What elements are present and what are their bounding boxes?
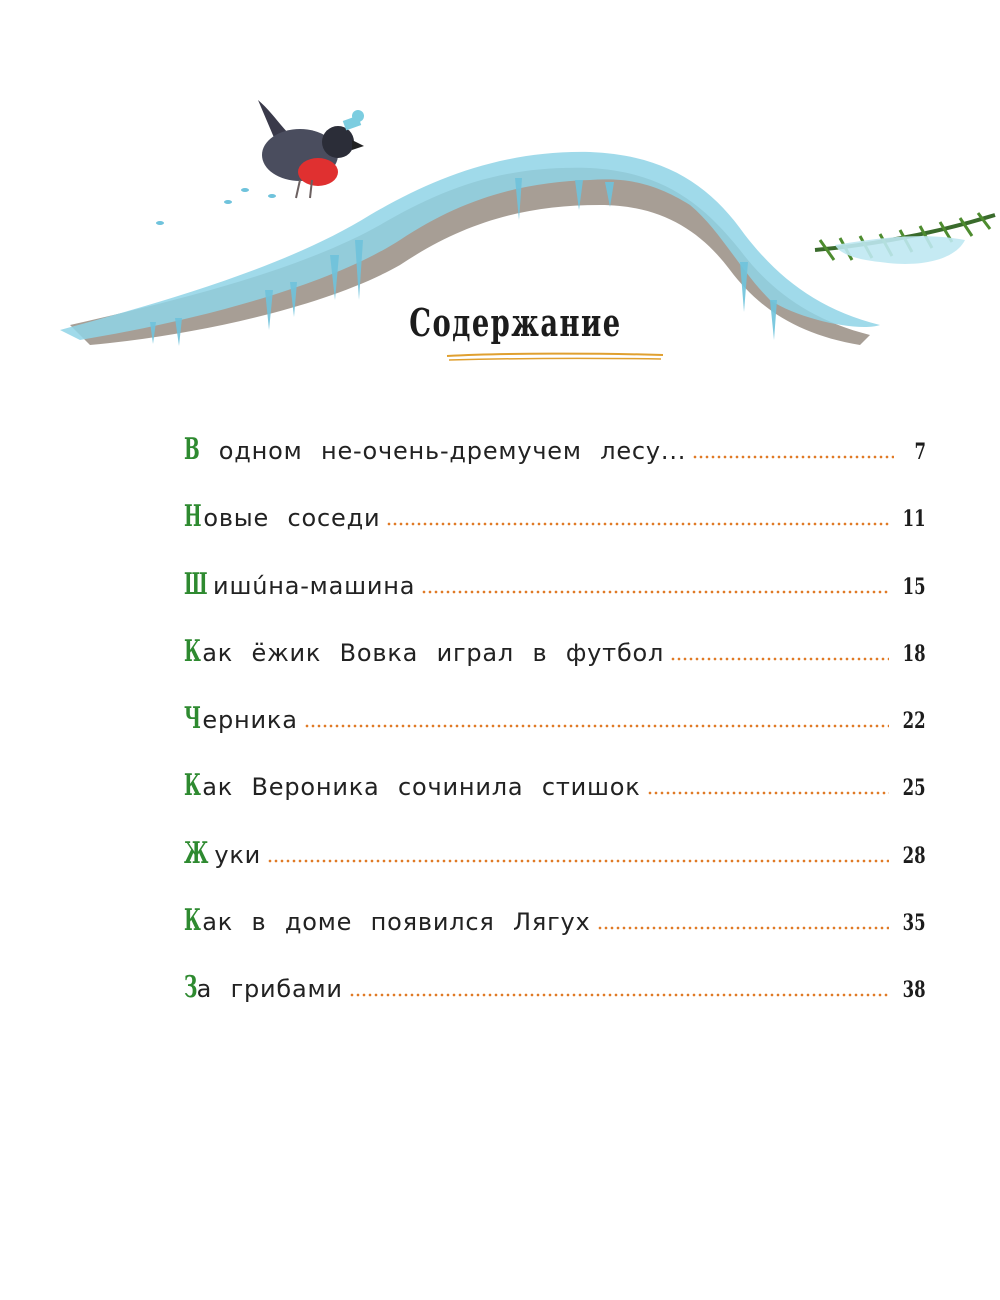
entry-title-rest: овые соседи xyxy=(203,504,381,533)
entry-title-rest: уки xyxy=(214,840,262,869)
entry-title xyxy=(184,768,641,803)
toc-entry[interactable] xyxy=(184,634,926,701)
initial-letter: К xyxy=(184,633,201,669)
entry-title-rest: ак Вероника сочинила стишок xyxy=(202,773,641,802)
entry-title xyxy=(184,903,591,938)
toc-entry[interactable] xyxy=(184,768,926,835)
initial-letter: Ч xyxy=(184,701,201,737)
initial-letter: Ш xyxy=(184,566,208,602)
page-number: 15 xyxy=(903,573,926,600)
entry-title xyxy=(184,701,298,736)
footprints xyxy=(156,188,276,225)
toc-entry[interactable] xyxy=(184,567,926,634)
dot-leader xyxy=(597,926,890,930)
toc-entry[interactable] xyxy=(184,432,926,499)
page-number: 25 xyxy=(903,775,926,802)
entry-title xyxy=(184,499,380,534)
dot-leader xyxy=(647,791,890,795)
entry-title xyxy=(184,836,261,871)
toc-entry[interactable] xyxy=(184,903,926,970)
dot-leader xyxy=(421,590,889,594)
entry-title-rest: ерника xyxy=(202,706,298,735)
entry-title-rest: а грибами xyxy=(196,975,343,1004)
dot-leader xyxy=(349,993,890,997)
page-title: Содержание xyxy=(409,300,622,345)
bullfinch-icon xyxy=(258,100,364,198)
page-number: 35 xyxy=(903,910,926,937)
dot-leader xyxy=(304,724,890,728)
dot-leader xyxy=(670,657,889,661)
page-number: 7 xyxy=(914,439,926,465)
initial-letter: К xyxy=(184,903,201,939)
page-number: 28 xyxy=(903,842,926,869)
entry-title xyxy=(184,634,664,669)
initial-letter: Н xyxy=(184,499,202,535)
dot-leader xyxy=(267,859,889,863)
entry-title xyxy=(184,432,686,467)
title-underline xyxy=(445,350,665,366)
entry-title-rest: ак в доме появился Лягух xyxy=(202,908,591,937)
page-number: 11 xyxy=(903,506,926,533)
toc-entry[interactable] xyxy=(184,701,926,768)
page-number: 22 xyxy=(903,708,926,735)
entry-title xyxy=(184,970,343,1005)
page-number: 18 xyxy=(903,640,926,667)
initial-letter: В xyxy=(184,432,200,467)
dot-leader xyxy=(692,455,894,459)
initial-letter: З xyxy=(184,970,198,1006)
page-number: 38 xyxy=(903,977,926,1004)
dot-leader xyxy=(386,522,889,526)
pine-branch-icon xyxy=(815,213,995,264)
toc-entry[interactable] xyxy=(184,499,926,566)
toc-entry[interactable] xyxy=(184,970,926,1037)
entry-title-rest: ишúна-машина xyxy=(213,571,416,600)
initial-letter: К xyxy=(184,768,201,804)
toc-entry[interactable] xyxy=(184,836,926,903)
entry-title-rest: одном не-очень-дремучем лесу... xyxy=(200,437,687,465)
table-of-contents xyxy=(184,432,926,1038)
entry-title xyxy=(184,567,415,602)
initial-letter: Ж xyxy=(184,835,209,871)
entry-title-rest: ак ёжик Вовка играл в футбол xyxy=(202,638,665,667)
